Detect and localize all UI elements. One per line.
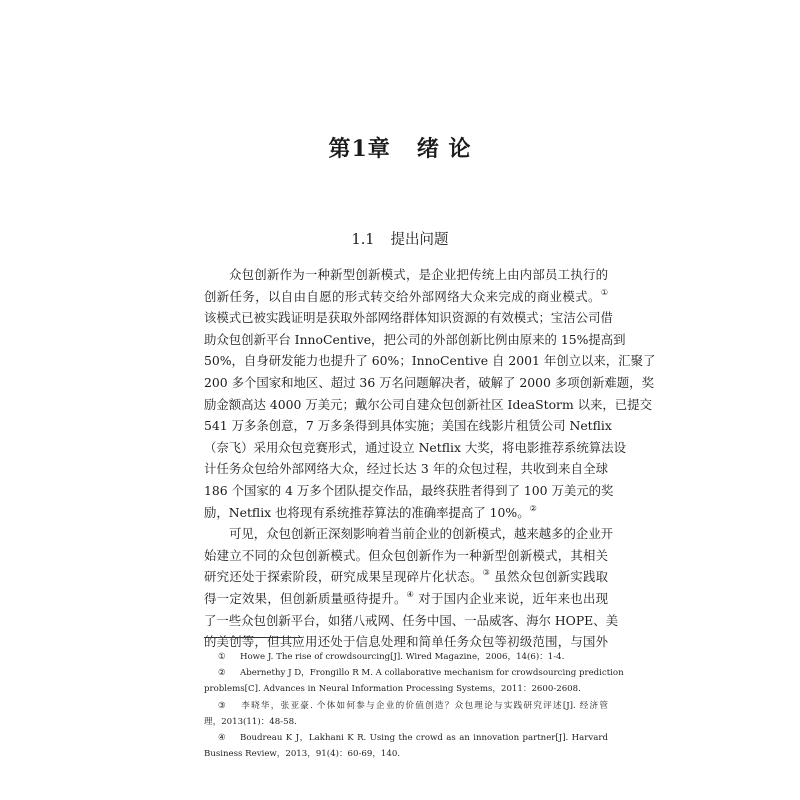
footnote-ref: ④ (406, 589, 415, 599)
footnote-ref: ① (600, 287, 608, 297)
body-line: 的美创等，但其应用还处于信息处理和简单任务众包等初级范围，与国外 (204, 634, 608, 650)
body-line: 50%，自身研发能力也提升了 60%；InnoCentive 自 2001 年创立以来，汇聚了 (204, 353, 656, 369)
footnote-3: ③ 李晓华，张亚豪. 个体如何参与企业的价值创造？众包理论与实践研究评述[J]. 经济管 (218, 700, 608, 711)
chapter-heading (0, 132, 800, 163)
body-line: 200 多个国家和地区、超过 36 万名问题解决者，破解了 2000 多项创新难题，奖 (204, 374, 654, 390)
body-line: 始建立不同的众包创新模式。但众包创新作为一种新型创新模式，其相关 (204, 547, 608, 563)
section-title: 提出问题 (390, 232, 449, 248)
footnote-2-cont: problems[C]. Advances in Neural Information Processing Systems，2011：2600-2608. (204, 684, 581, 695)
body-line: 众包创新作为一种新型创新模式，是企业把传统上由内部员工执行的 (229, 267, 608, 282)
body-text (204, 264, 656, 653)
body-line: 186 个国家的 4 万多个团队提交作品，最终获胜者得到了 100 万美元的奖 (204, 482, 614, 498)
body-line: 可见，众包创新正深刻影响着当前企业的创新模式，越来越多的企业开 (229, 526, 614, 542)
chapter-number: 第1章 (328, 136, 391, 162)
body-line: 研究还处于探索阶段，研究成果呈现碎片化状态。③ 虽然众包创新实践取 (204, 568, 608, 585)
body-line: 励，Netflix 也将现有系统推荐算法的准确率提高了 10%。② (204, 503, 537, 520)
body-line: 励金额高达 4000 万美元；戴尔公司自建众包创新社区 IdeaStorm 以来，已提交 (204, 396, 652, 412)
chapter-title: 绪 论 (416, 136, 472, 162)
section-number: 1.1 (351, 232, 375, 248)
footnote-2: ② Abernethy J D，Frongillo R M. A collaborative mechanism for crowdsourcing prediction (218, 668, 624, 679)
footnote-ref: ③ (482, 568, 491, 578)
footnote-4: ④ Boudreau K J，Lakhani K R. Using the crowd as an innovation partner[J]. Harvard (218, 732, 608, 743)
body-line: 该模式已被实践证明是获取外部网络群体知识资源的有效模式；宝洁公司借 (204, 310, 613, 326)
body-line: 了一些众包创新平台，如猪八戒网、任务中国、一品威客、海尔 HOPE、美 (204, 612, 619, 628)
footnote-4-cont: Business Review，2013，91(4)：60-69，140. (204, 749, 401, 760)
body-line: 创新任务，以自由自愿的形式转交给外部网络大众来完成的商业模式。① (204, 287, 608, 304)
body-line: （奈飞）采用众包竞赛形式，通过设立 Netflix 大奖，将电影推荐系统算法设 (204, 439, 626, 455)
body-line: 541 万多条创意，7 万多条得到具体实施；美国在线影片租赁公司 Netflix (204, 418, 612, 434)
footnotes (204, 649, 624, 762)
footnote-3-cont: 理，2013(11)：48-58. (204, 716, 297, 727)
section-heading (0, 228, 800, 249)
footnote-divider (204, 637, 302, 638)
footnote-1: ① Howe J. The rise of crowdsourcing[J]. Wired Magazine，2006，14(6)：1-4. (218, 652, 565, 662)
body-line: 得一定效果，但创新质量亟待提升。④ 对于国内企业来说，近年来也出现 (204, 589, 609, 606)
body-line: 助众包创新平台 InnoCentive，把公司的外部创新比例由原来的 15%提高到 (204, 331, 626, 347)
body-line: 计任务众包给外部网络大众，经过长达 3 年的众包过程，共收到来自全球 (204, 461, 608, 477)
footnote-ref: ② (529, 503, 537, 513)
